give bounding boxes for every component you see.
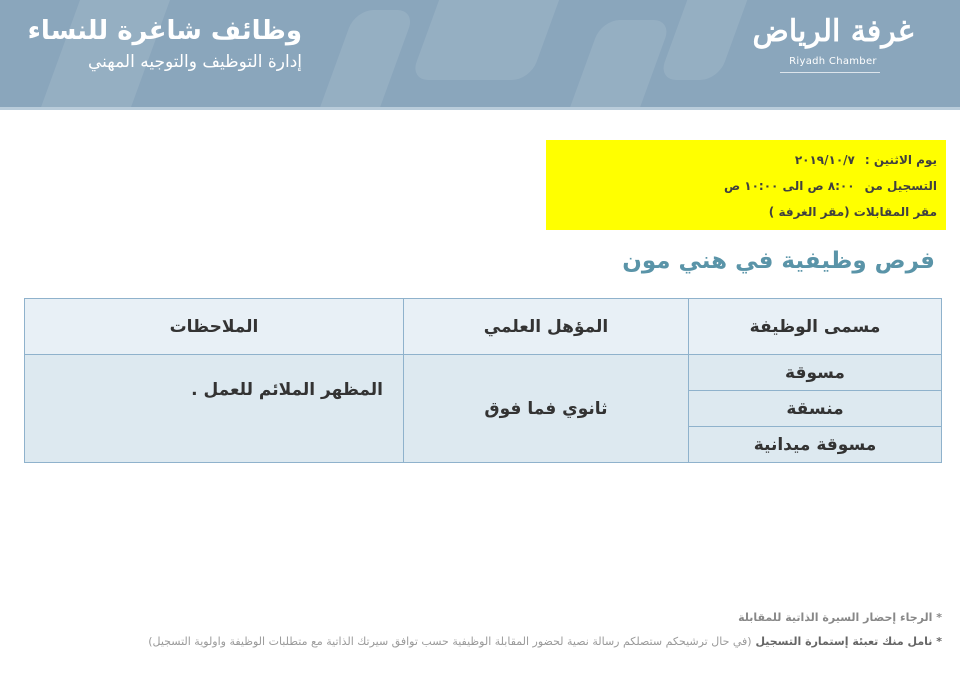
logo-arabic-text: غرفة الرياض	[752, 14, 914, 49]
section-heading: فرص وظيفية في هني مون	[622, 248, 935, 274]
notes-cell: المظهر الملائم للعمل .	[25, 355, 404, 463]
info-time-line	[546, 176, 937, 202]
table-row	[25, 355, 942, 391]
footnotes	[148, 610, 942, 658]
info-day-line	[546, 150, 937, 176]
info-time-value: ٨:٠٠ ص الى ١٠:٠٠ ص	[723, 179, 855, 193]
banner-decoration	[305, 10, 416, 110]
qualification-cell: ثانوي فما فوق	[404, 355, 689, 463]
job-title-cell: مسوقة ميدانية	[689, 427, 942, 463]
footnote-registration-bold: * نامل منك تعبئة إستمارة التسجيل	[755, 635, 942, 648]
footnote-cv: * الرجاء إحضار السيرة الذاتية للمقابلة	[738, 611, 942, 624]
page-subtitle: إدارة التوظيف والتوجيه المهني	[87, 52, 302, 72]
info-location: مقر المقابلات (مقر الغرفة )	[768, 205, 937, 219]
banner-decoration	[410, 0, 570, 80]
info-time-label: التسجيل من	[864, 179, 937, 193]
header-banner	[0, 0, 960, 110]
info-day-label: يوم الاثنين :	[864, 153, 937, 167]
logo-english-text: Riyadh Chamber	[789, 56, 877, 67]
info-day-value: ٢٠١٩/١٠/٧	[794, 153, 855, 167]
header-qualification: المؤهل العلمي	[404, 299, 689, 355]
table-header-row	[25, 299, 942, 355]
job-title-cell: مسوقة	[689, 355, 942, 391]
registration-info-box	[546, 140, 946, 230]
logo-underline	[780, 72, 880, 73]
job-title-cell: منسقة	[689, 391, 942, 427]
banner-bottom-line	[0, 107, 960, 110]
banner-decoration	[558, 20, 672, 110]
footnote-registration	[148, 634, 942, 658]
page-title: وظائف شاغرة للنساء	[27, 16, 302, 46]
jobs-table	[24, 298, 942, 463]
riyadh-chamber-logo	[748, 14, 918, 94]
header-notes: الملاحظات	[25, 299, 404, 355]
banner-decoration	[658, 0, 762, 80]
footnote-registration-detail: (في حال ترشيحكم ستصلكم رسالة نصية لحضور المقابلة الوظيفية حسب توافق سيرتك الذاتية مع متطلبات الوظيفة واولوية التسجيل)	[148, 635, 752, 648]
header-job-title: مسمى الوظيفة	[689, 299, 942, 355]
